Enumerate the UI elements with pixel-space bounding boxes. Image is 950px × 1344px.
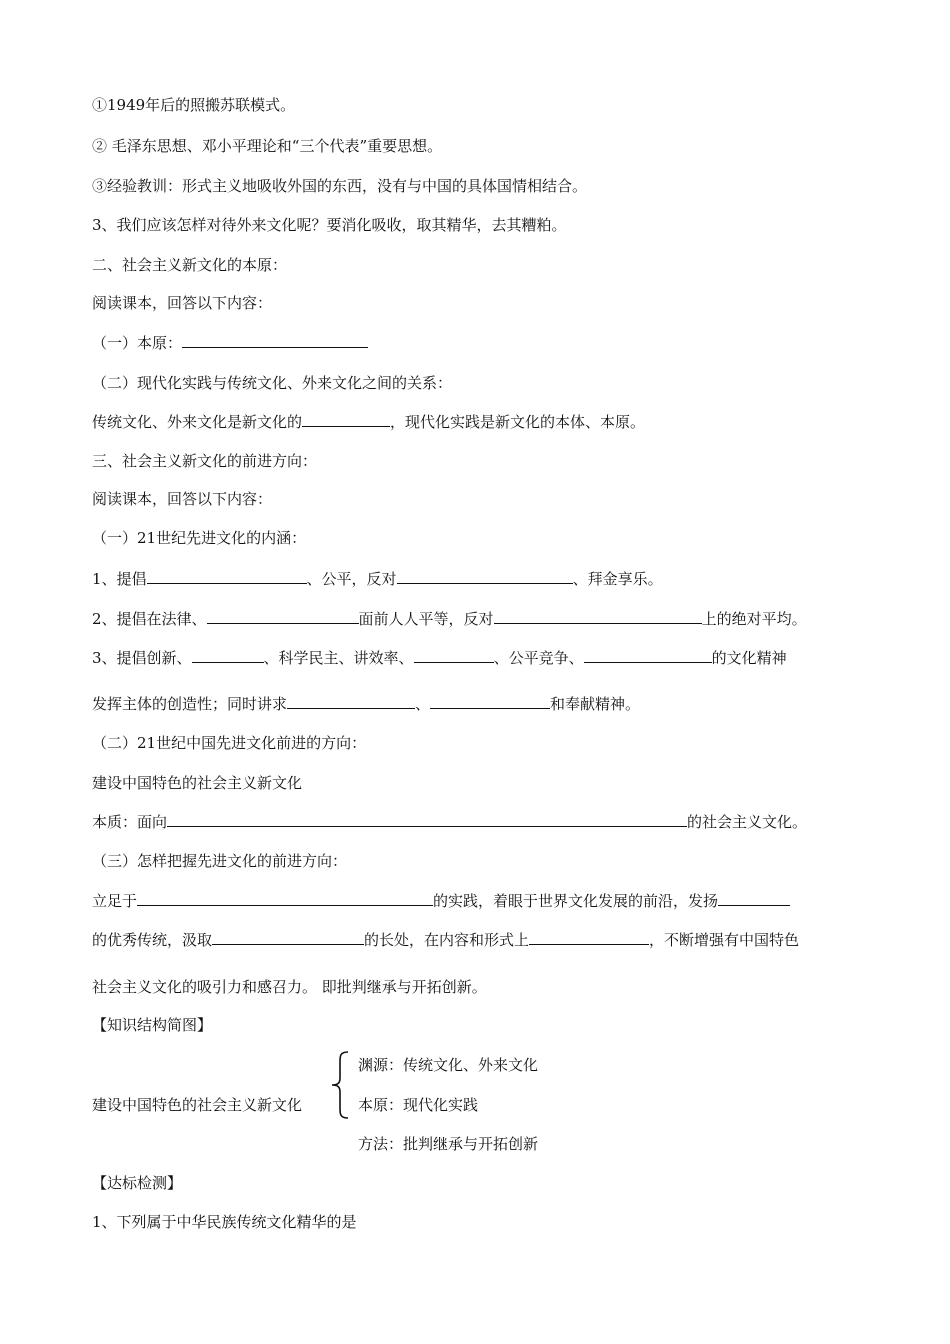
text: 传统文化、外来文化是新文化的: [92, 413, 303, 431]
text: 的文化精神: [711, 649, 787, 667]
text-line: [92, 569, 663, 588]
text: 、拜金享乐。: [572, 570, 663, 588]
fill-in-blank[interactable]: [207, 609, 359, 624]
text: （二）21世纪中国先进文化前进的方向：: [92, 734, 367, 752]
text-line: [92, 852, 347, 870]
text: 的优秀传统，汲取: [92, 931, 213, 949]
fill-in-blank[interactable]: [182, 333, 368, 348]
fill-in-blank[interactable]: [494, 609, 702, 624]
fill-in-blank[interactable]: [397, 569, 573, 584]
text-line: [92, 137, 442, 155]
text-line: [92, 216, 567, 234]
text-line: [92, 412, 645, 431]
fill-in-blank[interactable]: [212, 930, 364, 945]
fill-in-blank[interactable]: [147, 569, 307, 584]
diagram-branch: [358, 1135, 538, 1153]
text: 上的绝对平均。: [701, 610, 807, 628]
text: 3、我们应该怎样对待外来文化呢？要消化吸收，取其精华，去其糟粕。: [92, 216, 567, 234]
fill-in-blank[interactable]: [137, 891, 433, 906]
section-heading: [92, 452, 317, 470]
text-line: [92, 694, 640, 713]
text-line: [92, 177, 587, 195]
text-line: [92, 930, 799, 949]
fill-in-blank[interactable]: [584, 648, 712, 663]
text-line: [92, 648, 787, 667]
text-line: [92, 978, 487, 996]
text: 本质：面向: [92, 813, 168, 831]
section-heading: [92, 1016, 212, 1034]
text-line: [92, 529, 306, 547]
text-line: [92, 490, 272, 508]
fill-in-blank[interactable]: [302, 412, 390, 427]
text-line: [92, 294, 272, 312]
text: 面前人人平等，反对: [358, 610, 494, 628]
text: 三、社会主义新文化的前进方向：: [92, 452, 318, 470]
fill-in-blank[interactable]: [192, 648, 264, 663]
text: 、公平，反对: [306, 570, 397, 588]
text: 和奉献精神。: [550, 695, 641, 713]
question: [92, 1213, 357, 1231]
text: 二、社会主义新文化的本原：: [92, 256, 288, 274]
text: 的实践，着眼于世界文化发展的前沿，发扬: [433, 892, 719, 910]
text: 阅读课本，回答以下内容：: [92, 490, 273, 508]
text: 立足于: [92, 892, 138, 910]
diagram-branch: [358, 1056, 538, 1074]
text: ，不断增强有中国特色: [649, 931, 800, 949]
text: 的社会主义文化。: [687, 813, 808, 831]
text: 1、下列属于中华民族传统文化精华的是: [92, 1213, 357, 1231]
text: 、: [415, 695, 431, 713]
text-line: [92, 333, 368, 352]
text: （三）怎样把握先进文化的前进方向：: [92, 852, 348, 870]
text: ①1949年后的照搬苏联模式。: [92, 96, 296, 114]
text-line: [92, 96, 295, 114]
text: 阅读课本，回答以下内容：: [92, 294, 273, 312]
text-line: [92, 812, 807, 831]
text: 的长处，在内容和形式上: [364, 931, 530, 949]
text: 本原：现代化实践: [358, 1096, 479, 1114]
text: 渊源：传统文化、外来文化: [358, 1056, 539, 1074]
text: 、科学民主、讲效率、: [263, 649, 414, 667]
text: （一）21世纪先进文化的内涵：: [92, 529, 307, 547]
text: 社会主义文化的吸引力和感召力。 即批判继承与开拓创新。: [92, 978, 487, 996]
text-line: [92, 734, 366, 752]
text: （一）本原：: [92, 334, 183, 352]
fill-in-blank[interactable]: [718, 891, 790, 906]
text-line: [92, 774, 302, 792]
text: 1、提倡: [92, 570, 147, 588]
fill-in-blank[interactable]: [529, 930, 649, 945]
text: 2、提倡在法律、: [92, 610, 207, 628]
text: 建设中国特色的社会主义新文化: [92, 1096, 303, 1114]
section-heading: [92, 1174, 182, 1192]
text-line: [92, 374, 452, 392]
text: 发挥主体的创造性；同时讲求: [92, 695, 288, 713]
text-line: [92, 891, 790, 910]
text: 方法：批判继承与开拓创新: [358, 1135, 539, 1153]
diagram-root-label: [92, 1096, 302, 1114]
fill-in-blank[interactable]: [167, 812, 687, 827]
text: （二）现代化实践与传统文化、外来文化之间的关系：: [92, 374, 453, 392]
text: ③经验教训：形式主义地吸收外国的东西，没有与中国的具体国情相结合。: [92, 177, 588, 195]
text-line: [92, 609, 807, 628]
text: ，现代化实践是新文化的本体、本原。: [390, 413, 646, 431]
section-heading: [92, 256, 287, 274]
diagram-branch: [358, 1096, 478, 1114]
text: 3、提倡创新、: [92, 649, 192, 667]
fill-in-blank[interactable]: [287, 694, 415, 709]
curly-brace-icon: [328, 1050, 350, 1120]
text: 【知识结构简图】: [92, 1016, 213, 1034]
text: 【达标检测】: [92, 1174, 183, 1192]
fill-in-blank[interactable]: [430, 694, 550, 709]
fill-in-blank[interactable]: [414, 648, 494, 663]
text: 、公平竞争、: [493, 649, 584, 667]
text: ② 毛泽东思想、邓小平理论和“三个代表”重要思想。: [92, 137, 443, 155]
text: 建设中国特色的社会主义新文化: [92, 774, 303, 792]
